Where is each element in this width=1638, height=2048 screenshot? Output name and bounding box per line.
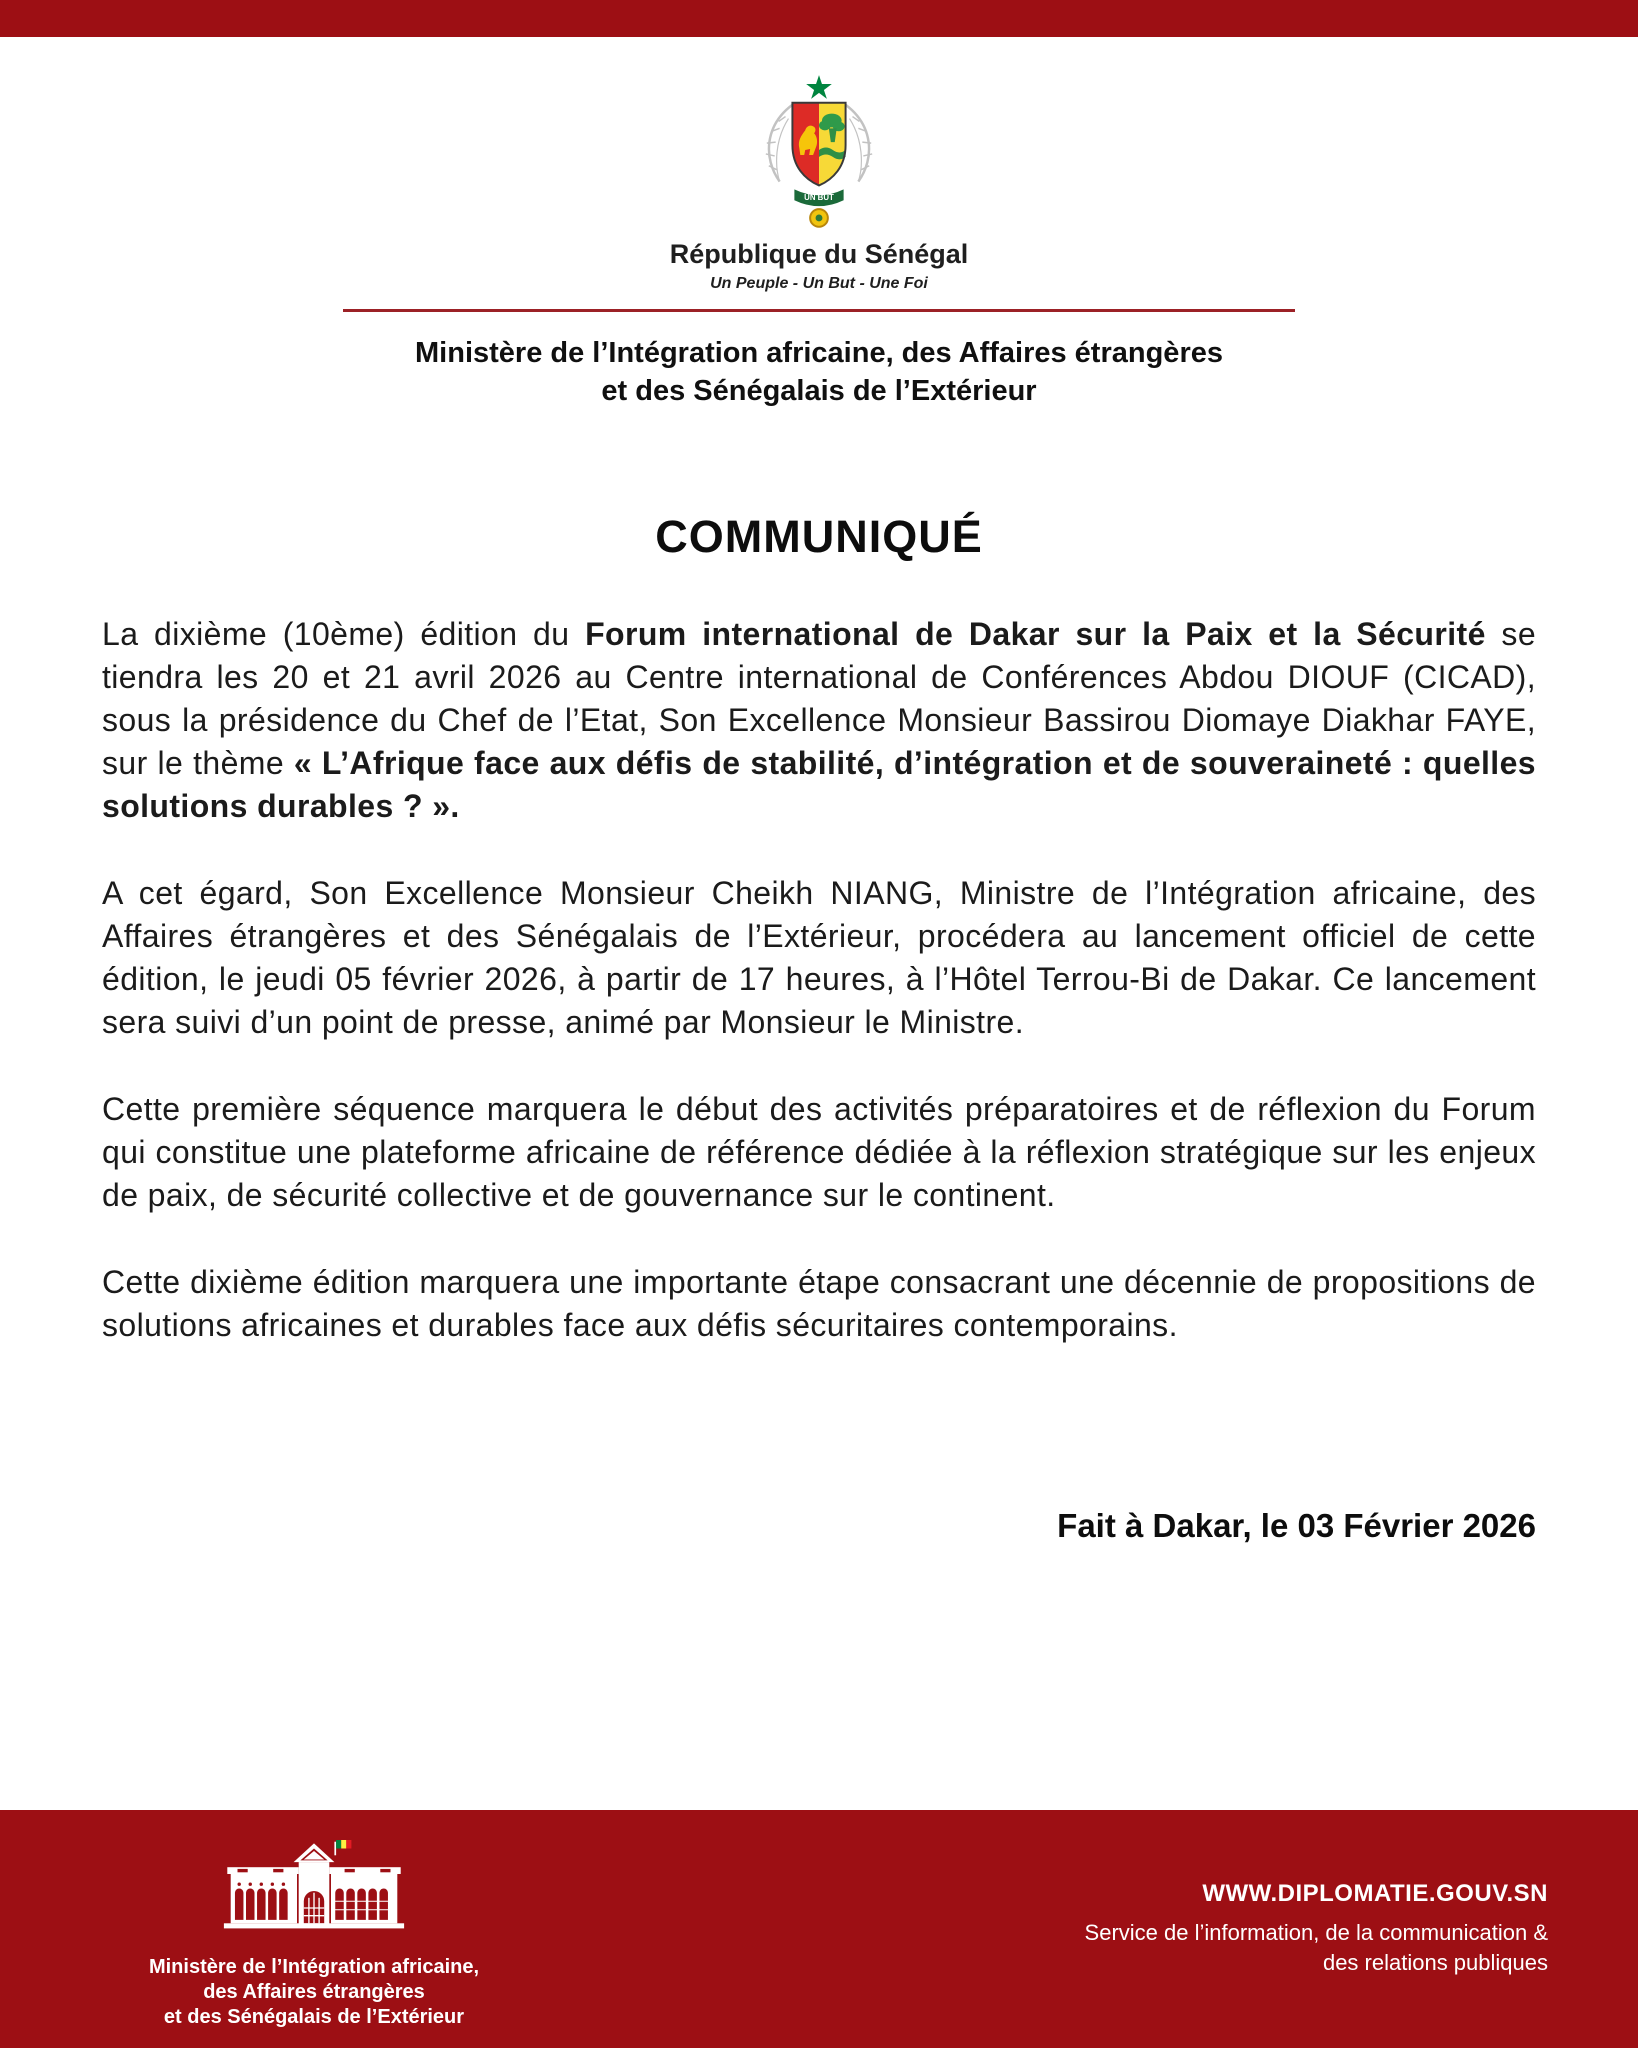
paragraph-run: Cette première séquence marquera le début des activités préparatoires et de réflexion du Forum qui constitue une plateforme africaine de référence dédiée à la réflexion stratégique sur les enjeux de paix, de sécurité collective et de gouvernance sur le continent. bbox=[102, 1090, 1536, 1213]
website-url[interactable]: WWW.DIPLOMATIE.GOUV.SN bbox=[1202, 1880, 1548, 1907]
svg-text:UN BUT: UN BUT bbox=[804, 193, 834, 203]
footer-ministry-line3: et des Sénégalais de l’Extérieur bbox=[163, 2006, 465, 2028]
paragraph-bold-run: « L’Afrique face aux défis de stabilité, d’intégration et de souveraineté : quelles solutions durables ? ». bbox=[102, 744, 1536, 824]
green-star bbox=[806, 75, 832, 99]
paragraph bbox=[102, 1261, 1536, 1347]
ministry-title-line2: et des Sénégalais de l’Extérieur bbox=[601, 375, 1037, 408]
document-body bbox=[102, 613, 1536, 1545]
footer-ministry-line2: des Affaires étrangères bbox=[203, 1981, 425, 2003]
document-title: COMMUNIQUÉ bbox=[655, 510, 983, 562]
country-name: République du Sénégal bbox=[669, 239, 969, 269]
paragraph-run: Cette dixième édition marquera une importante étape consacrant une décennie de propositions de solutions africaines et durables face aux défis sécuritaires contemporains. bbox=[102, 1263, 1536, 1343]
ministry-building-icon bbox=[208, 1840, 420, 1942]
ministry-title-line1: Ministère de l’Intégration africaine, des Affaires étrangères bbox=[415, 337, 1223, 369]
top-red-bar bbox=[0, 0, 1638, 37]
paragraph-run: A cet égard, Son Excellence Monsieur Cheikh NIANG, Ministre de l’Intégration africaine, des Affaires étrangères et des Sénégalais de l’Extérieur, procédera au lancement officiel de cette édition, le jeudi 05 février 2026, à partir de 17 heures, à l’Hôtel Terrou-Bi de Dakar. Ce lancement sera suivi d’un point de presse, animé par Monsieur le Ministre. bbox=[102, 874, 1536, 1040]
paragraphs bbox=[102, 613, 1536, 1347]
footer-ministry-block bbox=[138, 1840, 490, 2030]
footer-service-line1: Service de l’information, de la communication & bbox=[1084, 1920, 1548, 1945]
dateline: Fait à Dakar, le 03 Février 2026 bbox=[1057, 1506, 1536, 1544]
header-divider bbox=[343, 309, 1295, 312]
senegal-coat-of-arms-icon bbox=[755, 71, 883, 231]
paragraph-run: La dixième (10ème) édition du bbox=[102, 615, 586, 652]
footer-service-name bbox=[1085, 1918, 1548, 1977]
footer-ministry-line1: Ministère de l’Intégration africaine, bbox=[148, 1956, 480, 1978]
paragraph bbox=[102, 1088, 1536, 1217]
national-motto: Un Peuple - Un But - Une Foi bbox=[710, 275, 928, 292]
ministry-title bbox=[0, 334, 1638, 411]
paragraph-run: se tiendra les 20 et 21 avril 2026 au Centre international de Conférences Abdou DIOUF (CICAD), sous la présidence du Chef de l’Etat, Son Excellence Monsieur Bassirou Diomaye Diakhar FAYE, sur le thème bbox=[102, 615, 1537, 781]
document-footer bbox=[0, 1810, 1638, 2048]
document-header bbox=[0, 71, 1638, 411]
footer-ministry-name bbox=[138, 1955, 490, 2030]
paragraph-bold-run: Forum international de Dakar sur la Paix et la Sécurité bbox=[585, 615, 1486, 652]
footer-contact-block bbox=[1085, 1880, 1548, 1977]
paragraph bbox=[102, 872, 1536, 1044]
footer-service-line2: des relations publiques bbox=[1322, 1949, 1548, 1975]
paragraph bbox=[102, 613, 1536, 828]
